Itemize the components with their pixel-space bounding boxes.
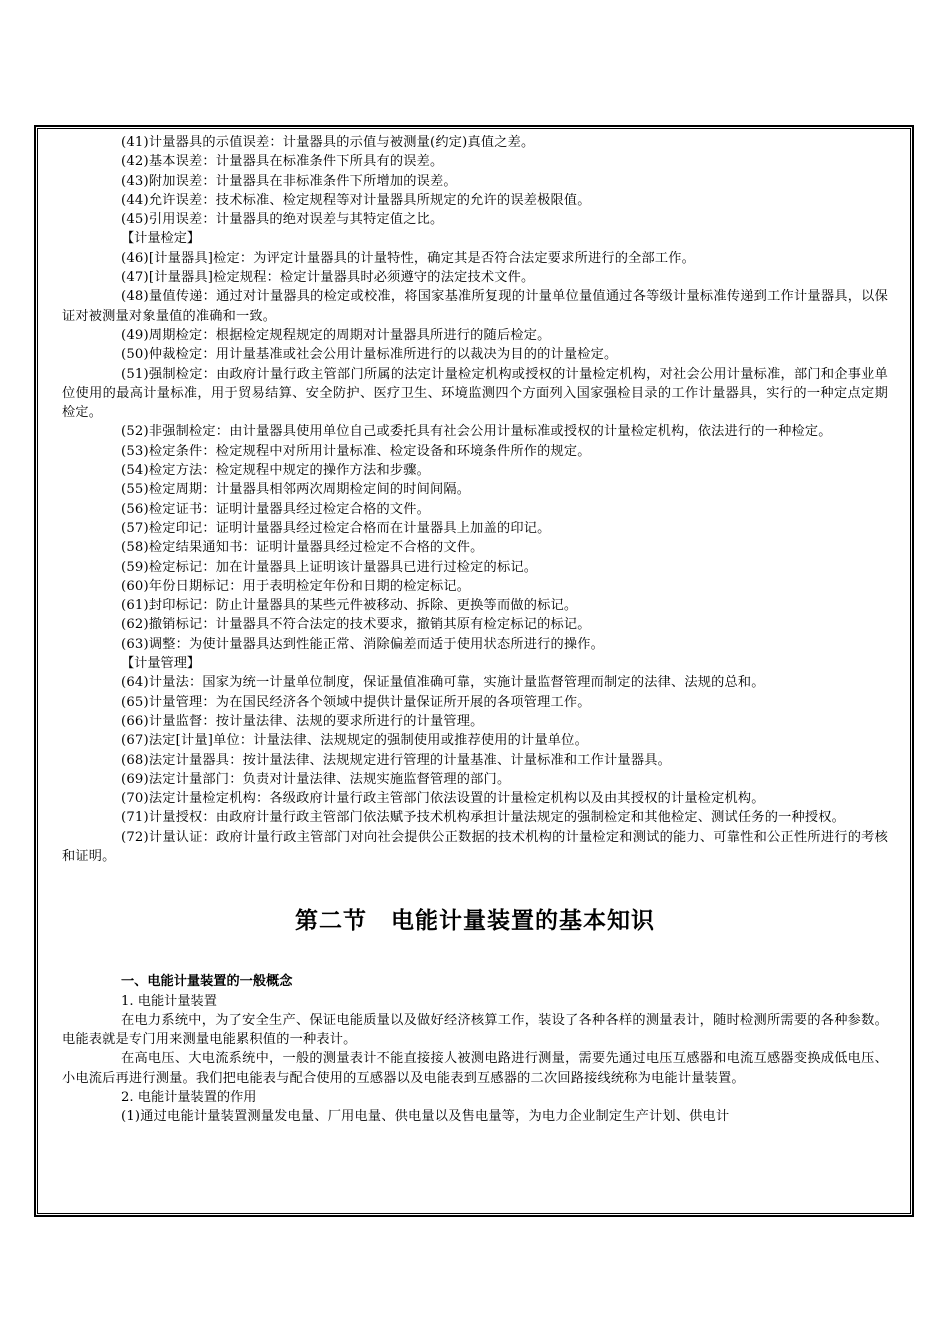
definition-item: (63)调整：为使计量器具达到性能正常、消除偏差而适于使用状态所进行的操作。	[121, 636, 605, 652]
definition-item: (47)[计量器具]检定规程：检定计量器具时必须遵守的法定技术文件。	[121, 270, 535, 286]
definition-item: (53)检定条件：检定规程中对所用计量标准、检定设备和环境条件所作的规定。	[121, 443, 591, 459]
definition-item: (72)计量认证：政府计量行政主管部门对向社会提供公正数据的技术机构的计量检定和测试的能力、可靠性和公正性所进行的考核和证明。	[62, 829, 888, 864]
category-heading-guanli: 【计量管理】	[121, 656, 201, 672]
subsection-item-heading: 1. 电能计量装置	[121, 993, 217, 1009]
definition-item: (60)年份日期标记：用于表明检定年份和日期的检定标记。	[121, 578, 471, 594]
definition-item: (56)检定证书：证明计量器具经过检定合格的文件。	[121, 501, 431, 517]
definition-item: (50)仲裁检定：用计量基准或社会公用计量标准所进行的以裁决为目的的计量检定。	[121, 347, 618, 363]
definition-item: (48)量值传递：通过对计量器具的检定或校准，将国家基准所复现的计量单位量值通过各等级计量标准传递到工作计量器具，以保证对被测量对象量值的准确和一致。	[62, 289, 888, 324]
definition-item: (69)法定计量部门：负责对计量法律、法规实施监督管理的部门。	[121, 771, 511, 787]
page-frame	[34, 125, 914, 1217]
body-paragraph: (1)通过电能计量装置测量发电量、厂用电量、供电量以及售电量等，为电力企业制定生产计划、供电计	[121, 1109, 730, 1125]
definition-item: (42)基本误差：计量器具在标准条件下所具有的误差。	[121, 154, 444, 170]
definition-item: (64)计量法：国家为统一计量单位制度，保证量值准确可靠，实施计量监督管理而制定的法律、法规的总和。	[121, 675, 765, 691]
definition-item: (65)计量管理：为在国民经济各个领域中提供计量保证所开展的各项管理工作。	[121, 694, 591, 710]
definition-item: (51)强制检定：由政府计量行政主管部门所属的法定计量检定机构或授权的计量检定机构，对社会公用计量标准，部门和企事业单位使用的最高计量标准，用于贸易结算、安全防护、医疗卫生、环境监测四个方面列入国家强检目录的工作计量器具，实行的一种定点定期检定。	[62, 366, 888, 421]
body-paragraph: 在电力系统中，为了安全生产、保证电能质量以及做好经济核算工作，装设了各种各样的测量表计，随时检测所需要的各种参数。电能表就是专门用来测量电能累积值的一种表计。	[62, 1012, 888, 1048]
definition-item: (45)引用误差：计量器具的绝对误差与其特定值之比。	[121, 212, 444, 228]
definition-item: (54)检定方法：检定规程中规定的操作方法和步骤。	[121, 463, 431, 479]
section-title: 第二节 电能计量装置的基本知识	[295, 908, 655, 935]
subsection-item-heading: 2. 电能计量装置的作用	[121, 1090, 257, 1106]
definition-item: (61)封印标记：防止计量器具的某些元件被移动、拆除、更换等而做的标记。	[121, 598, 578, 614]
definition-item: (67)法定[计量]单位：计量法律、法规规定的强制使用或推荐使用的计量单位。	[121, 733, 588, 749]
definition-item: (70)法定计量检定机构：各级政府计量行政主管部门依法设置的计量检定机构以及由其授权的计量检定机构。	[121, 791, 765, 807]
definition-item: (46)[计量器具]检定：为评定计量器具的计量特性，确定其是否符合法定要求所进行的全部工作。	[121, 250, 696, 266]
body-paragraph: 在高电压、大电流系统中，一般的测量表计不能直接接人被测电路进行测量，需要先通过电压互感器和电流互感器变换成低电压、小电流后再进行测量。我们把电能表与配合使用的互感器以及电能表到互感器的二次回路接线统称为电能计量装置。	[62, 1051, 888, 1086]
definition-item: (55)检定周期：计量器具相邻两次周期检定间的时间间隔。	[121, 482, 471, 498]
definition-item: (66)计量监督：按计量法律、法规的要求所进行的计量管理。	[121, 713, 484, 729]
document-body	[62, 133, 888, 1127]
definition-item: (62)撤销标记：计量器具不符合法定的技术要求，撤销其原有检定标记的标记。	[121, 617, 591, 633]
definition-item: (49)周期检定：根据检定规程规定的周期对计量器具所进行的随后检定。	[121, 327, 551, 343]
definition-item: (52)非强制检定：由计量器具使用单位自己或委托具有社会公用计量标准或授权的计量检定机构，依法进行的一种检定。	[121, 424, 832, 440]
definition-item: (43)附加误差：计量器具在非标准条件下所增加的误差。	[121, 173, 457, 189]
category-heading-jianding: 【计量检定】	[121, 231, 201, 247]
definition-item: (59)检定标记：加在计量器具上证明该计量器具已进行过检定的标记。	[121, 559, 538, 575]
definition-item: (41)计量器具的示值误差：计量器具的示值与被测量(约定)真值之差。	[121, 135, 535, 150]
definition-item: (58)检定结果通知书：证明计量器具经过检定不合格的文件。	[121, 540, 484, 556]
definition-item: (44)允许误差：技术标准、检定规程等对计量器具所规定的允许的误差极限值。	[121, 192, 591, 208]
definition-item: (71)计量授权：由政府计量行政主管部门依法赋予技术机构承担计量法规定的强制检定和其他检定、测试任务的一种授权。	[121, 810, 846, 826]
subsection-heading: 一、电能计量装置的一般概念	[121, 974, 293, 990]
definition-item: (57)检定印记：证明计量器具经过检定合格而在计量器具上加盖的印记。	[121, 520, 551, 536]
definition-item: (68)法定计量器具：按计量法律、法规规定进行管理的计量基准、计量标准和工作计量器具。	[121, 752, 671, 768]
